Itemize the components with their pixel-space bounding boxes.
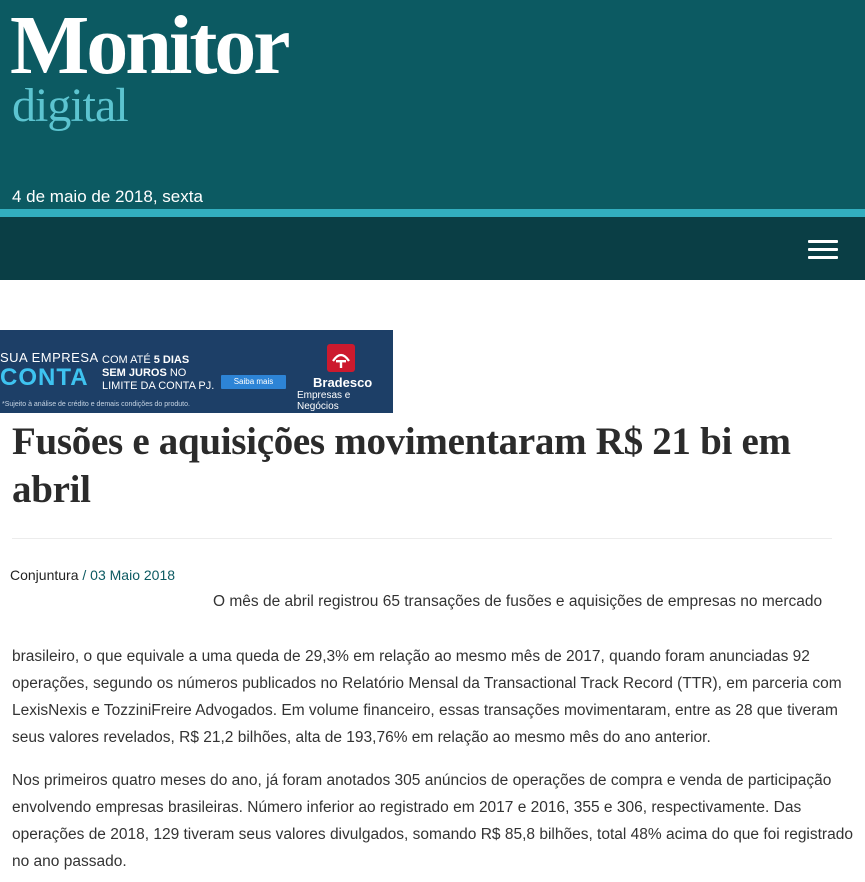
ad-disclaimer: *Sujeito à análise de crédito e demais condições do produto.: [2, 401, 190, 408]
meta-separator: /: [78, 567, 91, 583]
article-meta: [10, 567, 175, 583]
article-title: Fusões e aquisições movimentaram R$ 21 bi em abril: [12, 420, 791, 511]
header-date: 4 de maio de 2018, sexta: [12, 187, 203, 206]
ad-conta: CONTA: [0, 364, 89, 391]
ad-brand-name: Bradesco: [313, 375, 373, 390]
hamburger-line: [808, 240, 838, 243]
title-divider: [12, 538, 832, 539]
ad-offer-line-2: SEM JUROS NO: [102, 367, 187, 379]
site-logo-digital[interactable]: digital: [12, 79, 128, 132]
article-paragraph: brasileiro, o que equivale a uma queda de 29,3% em relação ao mesmo mês de 2017, quando foram anunciadas 92 operações, segundo os números publicados no Relatório Mensal da Transactional Track Record (TTR), em parceria com LexisNexis e TozziniFreire Advogados. Em volume financeiro, essas transações movimentaram, entre as 28 que tiveram seus valores revelados, R$ 21,2 bilhões, alta de 193,76% em relação ao mesmo mês do ano anterior.: [12, 648, 842, 746]
navigation-bar: [0, 217, 865, 280]
site-header: [0, 0, 865, 209]
ad-offer-line-1: COM ATÉ 5 DIAS: [102, 354, 190, 366]
header-accent-stripe: [0, 209, 865, 217]
article-date: 03 Maio 2018: [90, 567, 176, 583]
ad-offer-line-3: LIMITE DA CONTA PJ.: [102, 380, 215, 392]
hamburger-line: [808, 256, 838, 259]
hamburger-line: [808, 248, 838, 251]
ad-saiba-mais-button[interactable]: Saiba mais: [221, 375, 286, 389]
hamburger-menu-icon[interactable]: [808, 240, 838, 260]
site-logo-monitor[interactable]: Monitor: [10, 0, 288, 92]
ad-sua-empresa: SUA EMPRESA: [0, 350, 99, 365]
bradesco-logo-icon: [327, 344, 355, 372]
article-lead-line: O mês de abril registrou 65 transações de fusões e aquisições de empresas no mercado: [213, 593, 823, 610]
article-category-link[interactable]: Conjuntura: [10, 567, 79, 583]
article-paragraph: Nos primeiros quatro meses do ano, já foram anotados 305 anúncios de operações de compra e venda de participação envolvendo empresas brasileiras. Número inferior ao registrado em 2017 e 2016, 355 e 306, respectivamente. Das operações de 2018, 129 tiveram seus valores divulgados, somando R$ 85,8 bilhões, total 48% acima do que foi registrado no ano passado.: [12, 772, 853, 870]
advertisement-banner[interactable]: [0, 330, 393, 413]
ad-brand-subtitle: Empresas e Negócios: [297, 390, 351, 412]
